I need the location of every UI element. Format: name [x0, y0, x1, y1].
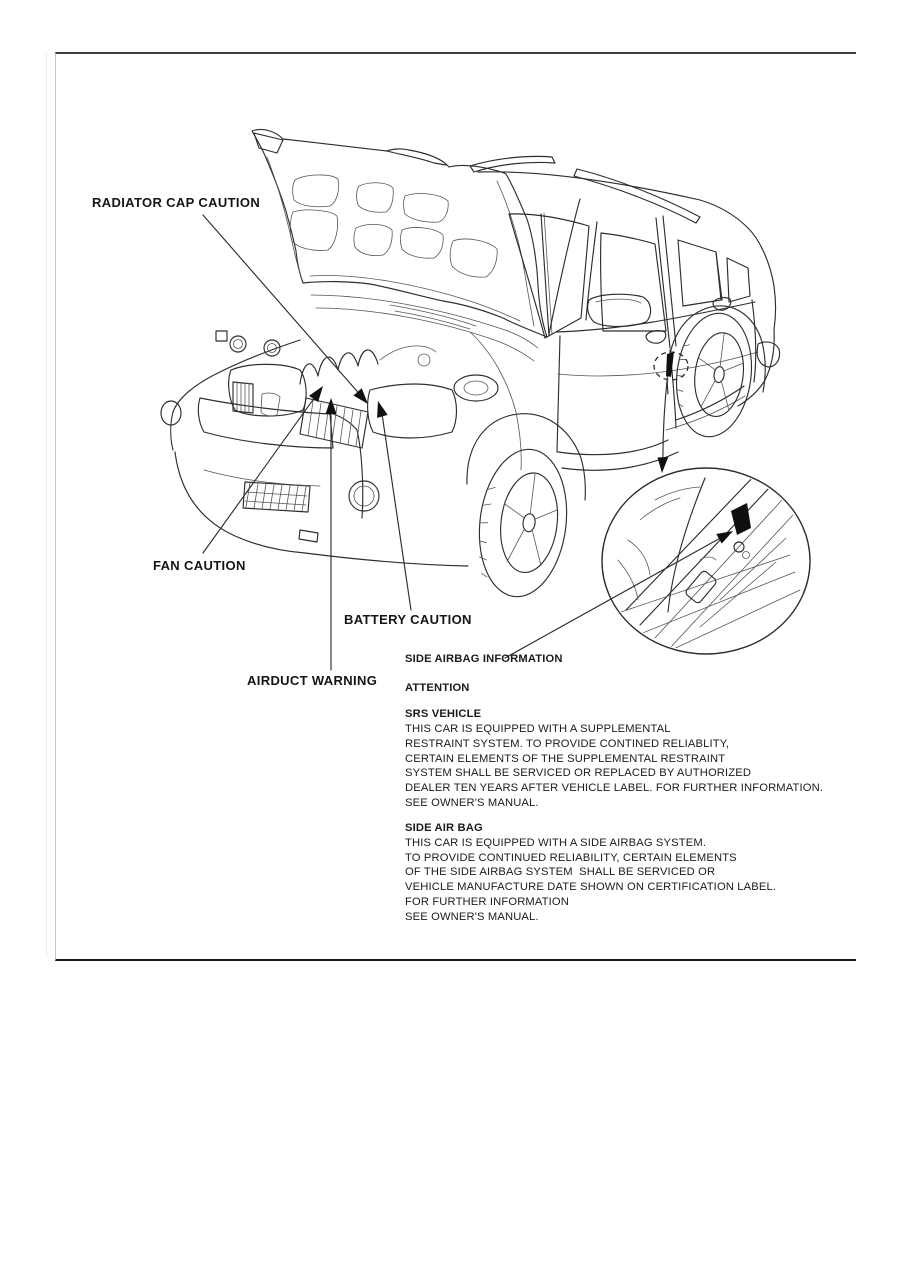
- windshield: [509, 214, 589, 338]
- side-airbag-info-block: [405, 652, 835, 924]
- b-pillar: [656, 218, 670, 348]
- srs-vehicle-heading: SRS VEHICLE: [405, 708, 482, 721]
- c-pillar: [716, 252, 722, 300]
- radiator-cap-arrowhead-icon: [353, 388, 368, 404]
- seat-silhouette: [618, 540, 650, 600]
- airduct-arrowhead-icon: [326, 398, 337, 414]
- door-location-arrowhead-icon: [658, 457, 669, 473]
- sab-line: FOR FURTHER INFORMATION: [405, 895, 570, 908]
- sill-label-leader-line: [505, 539, 719, 658]
- hood-insulation-cutouts: [290, 175, 497, 277]
- side-air-bag-heading: SIDE AIR BAG: [405, 822, 483, 835]
- side-air-bag-text: [405, 836, 835, 924]
- srs-line: SEE OWNER'S MANUAL.: [405, 796, 539, 809]
- sab-line: SEE OWNER'S MANUAL.: [405, 910, 539, 923]
- rear-door-window: [678, 240, 721, 306]
- tail-lamp: [757, 342, 780, 367]
- car-body: [467, 156, 780, 500]
- front-wheel-arch: [467, 414, 585, 500]
- radiator-core: [233, 382, 253, 413]
- front-door-window: [601, 233, 666, 331]
- door-sill-detail-circle: [602, 468, 810, 660]
- strut-tower: [454, 375, 498, 401]
- sab-line: OF THE SIDE AIRBAG SYSTEM SHALL BE SERVICED OR: [405, 866, 716, 879]
- callout-leaders: [203, 215, 733, 670]
- tow-hook-cover: [299, 530, 318, 542]
- callout-radiator-cap: RADIATOR CAP CAUTION: [92, 195, 261, 210]
- battery-leader-line: [382, 416, 411, 610]
- tailgate-edge: [748, 228, 776, 330]
- front-wheel: [471, 444, 574, 601]
- srs-line: CERTAIN ELEMENTS OF THE SUPPLEMENTAL RESTRAINT: [405, 752, 726, 765]
- sab-line: TO PROVIDE CONTINUED RELIABILITY, CERTAIN ELEMENTS: [405, 851, 737, 864]
- intake-manifold: [300, 350, 378, 384]
- door-location-leader-line: [663, 381, 667, 457]
- sab-line: THIS CAR IS EQUIPPED WITH A SIDE AIRBAG SYSTEM.: [405, 837, 707, 850]
- lower-grille-mesh: [243, 482, 310, 512]
- srs-line: THIS CAR IS EQUIPPED WITH A SUPPLEMENTAL: [405, 723, 671, 736]
- front-fascia: [161, 340, 468, 566]
- srs-line: RESTRAINT SYSTEM. TO PROVIDE CONTINED RELIABLITY,: [405, 737, 730, 750]
- radiator-cap: [230, 336, 246, 352]
- bumper-bar: [198, 398, 333, 448]
- sab-line: VEHICLE MANUFACTURE DATE SHOWN ON CERTIFICATION LABEL.: [405, 881, 777, 894]
- battery-arrowhead-icon: [377, 401, 388, 418]
- callout-battery: BATTERY CAUTION: [344, 612, 472, 627]
- quarter-window: [727, 258, 750, 302]
- side-airbag-info-title: SIDE AIRBAG INFORMATION: [405, 653, 563, 665]
- roof-rail-front: [470, 156, 555, 172]
- srs-vehicle-text: [405, 722, 835, 810]
- srs-line: DEALER TEN YEARS AFTER VEHICLE LABEL. FOR FURTHER INFORMATION.: [405, 781, 824, 794]
- front-door-handle: [646, 331, 666, 344]
- b-pillar-label-mark: [666, 352, 674, 377]
- fan-leader-line: [203, 399, 314, 553]
- sill-certification-label: [731, 503, 751, 535]
- callout-fan: FAN CAUTION: [153, 558, 246, 573]
- hood-open: [252, 129, 552, 337]
- rear-wheel: [670, 309, 759, 441]
- callout-airduct: AIRDUCT WARNING: [247, 673, 378, 688]
- srs-line: SYSTEM SHALL BE SERVICED OR REPLACED BY AUTHORIZED: [405, 767, 752, 780]
- fog-lamp: [349, 481, 379, 511]
- attention-heading: ATTENTION: [405, 681, 470, 694]
